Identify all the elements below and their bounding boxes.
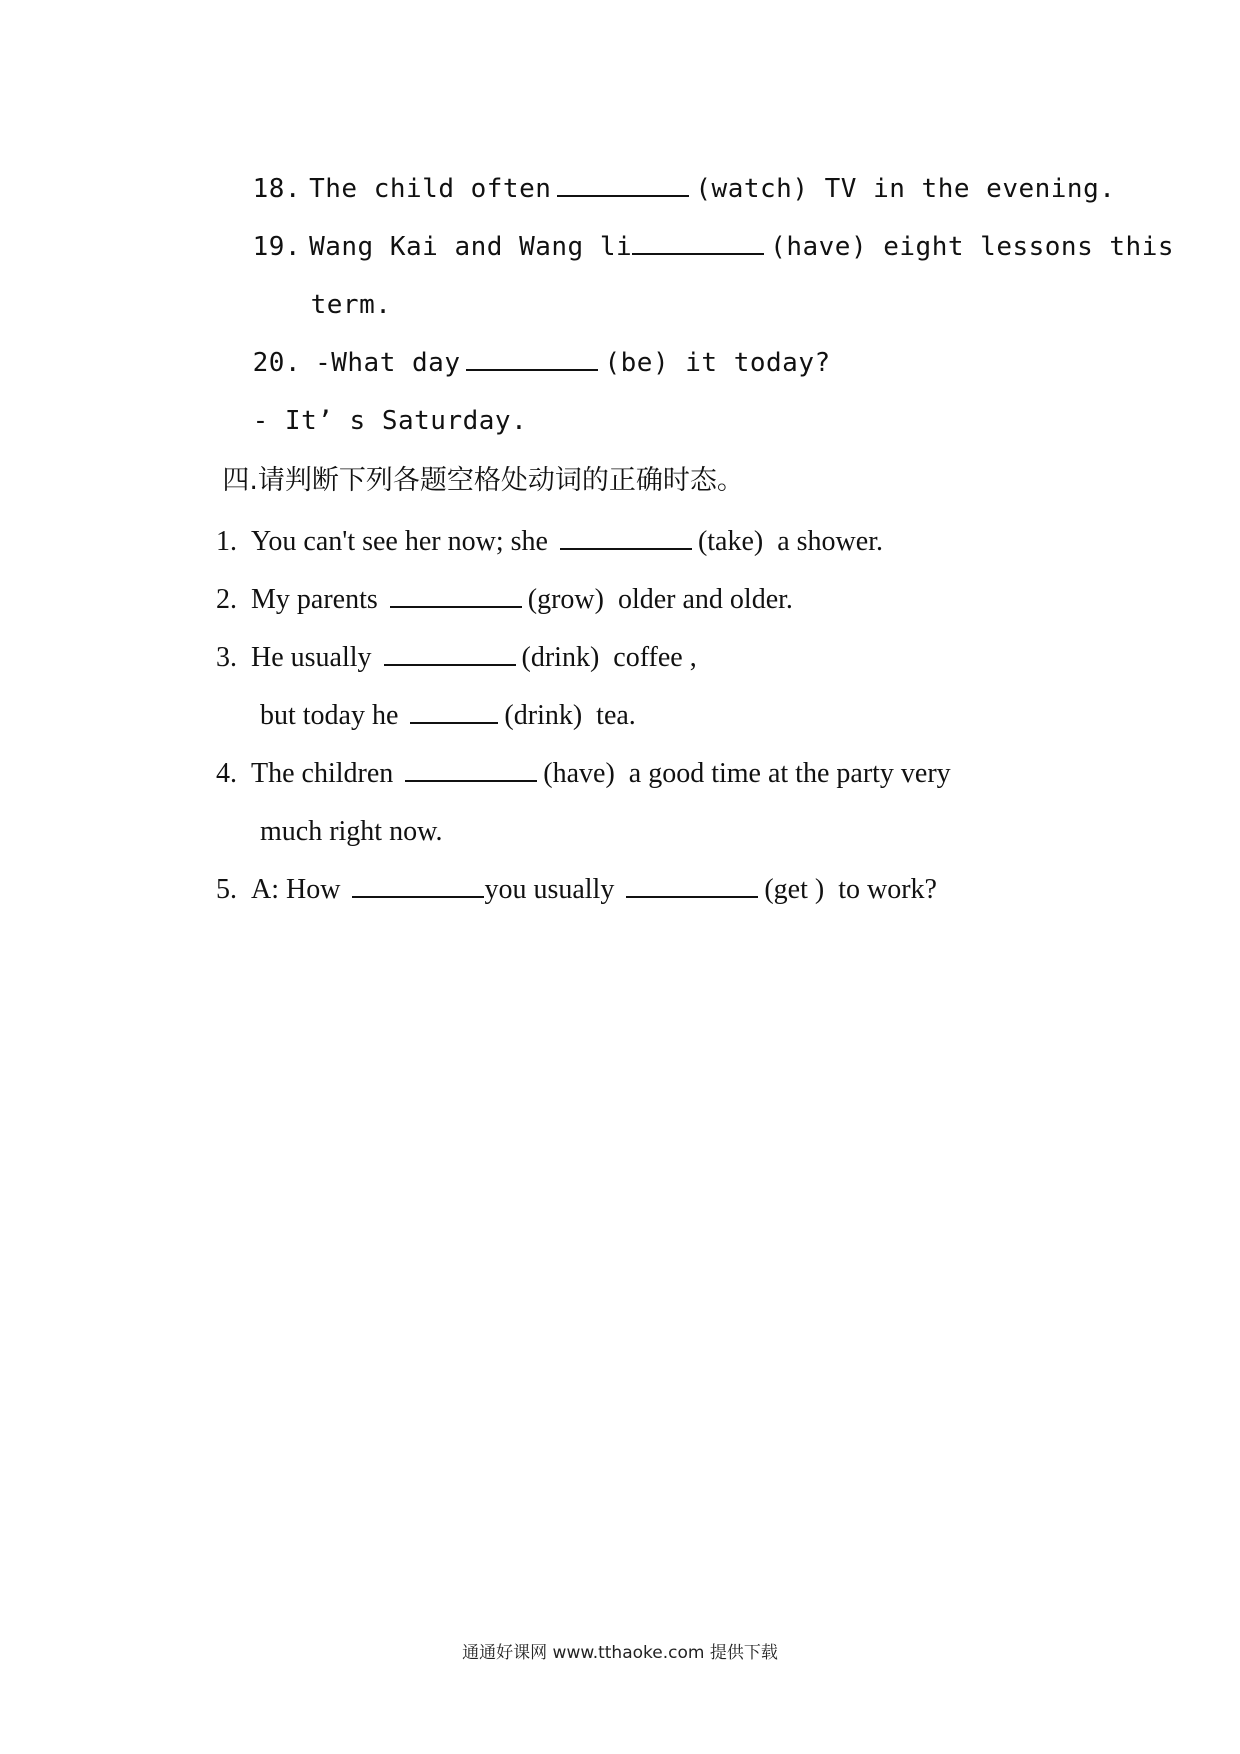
answer-text: - It’ s Saturday. <box>252 406 528 436</box>
item-text: you usually <box>484 874 615 905</box>
item-number: 5. <box>216 874 237 905</box>
item-text: (drink) tea. <box>504 700 636 731</box>
question-number: 18. <box>252 174 302 204</box>
item-text: (drink) coffee , <box>521 642 697 673</box>
item-number: 2. <box>216 584 237 615</box>
item-number: 1. <box>216 526 237 557</box>
question-text: (be) it today? <box>604 348 831 378</box>
question-text: (have) eight lessons this <box>770 232 1175 262</box>
answer-blank[interactable] <box>410 721 498 724</box>
section-title: 四.请判断下列各题空格处动词的正确时态。 <box>222 465 744 496</box>
item-text: but today he <box>260 700 399 731</box>
answer-blank[interactable] <box>626 895 758 898</box>
answer-blank[interactable] <box>466 368 598 371</box>
item-text: much right now. <box>260 816 443 847</box>
item-text: My parents <box>251 584 378 615</box>
answer-blank[interactable] <box>390 605 522 608</box>
item-text: (grow) older and older. <box>527 584 793 615</box>
answer-blank[interactable] <box>352 895 484 898</box>
answer-blank[interactable] <box>557 194 689 197</box>
item-text: A: How <box>251 874 341 905</box>
footer-text: 通通好课网 www.tthaoke.com 提供下载 <box>462 1643 778 1663</box>
question-text: Wang Kai and Wang li <box>309 232 633 262</box>
item-text: (take) a shower. <box>697 526 883 557</box>
answer-blank[interactable] <box>560 547 692 550</box>
item-text: He usually <box>251 642 372 673</box>
answer-blank[interactable] <box>405 779 537 782</box>
item-number: 3. <box>216 642 237 673</box>
item-5 <box>188 848 937 932</box>
question-number: 20. <box>252 348 302 378</box>
question-text: (watch) TV in the evening. <box>695 174 1116 204</box>
item-text: (get ) to work? <box>764 874 937 905</box>
item-text: The children <box>251 758 394 789</box>
question-number: 19. <box>252 232 302 262</box>
question-text: -What day <box>315 348 461 378</box>
answer-blank[interactable] <box>632 252 764 255</box>
item-text: You can't see her now; she <box>251 526 548 557</box>
question-text: The child often <box>309 174 552 204</box>
answer-blank[interactable] <box>384 663 516 666</box>
page-footer <box>0 1638 1240 1663</box>
item-number: 4. <box>216 758 237 789</box>
question-text: term. <box>310 290 392 320</box>
item-text: (have) a good time at the party very <box>543 758 951 789</box>
